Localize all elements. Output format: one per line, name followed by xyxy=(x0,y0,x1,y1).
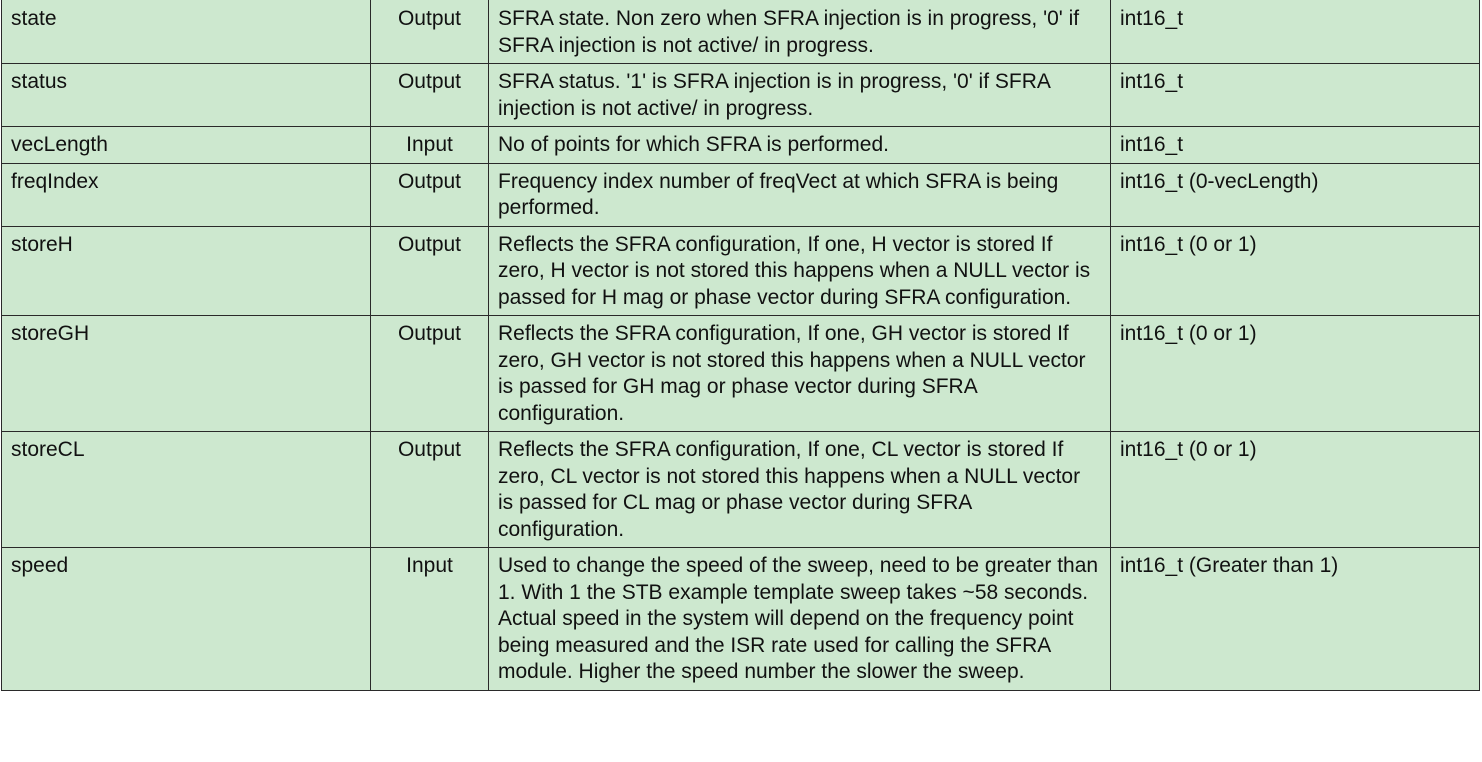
table-row xyxy=(2,316,1480,432)
param-direction-cell: Input xyxy=(371,127,489,164)
param-description-cell: Reflects the SFRA configuration, If one, H vector is stored If zero, H vector is not stored this happens when a NULL vector is passed for H mag or phase vector during SFRA configuration. xyxy=(489,226,1111,316)
param-type-cell: int16_t (0 or 1) xyxy=(1111,226,1480,316)
table-row xyxy=(2,432,1480,548)
param-name-cell: speed xyxy=(2,548,371,691)
param-description-cell: Frequency index number of freqVect at which SFRA is being performed. xyxy=(489,163,1111,226)
param-direction-cell: Output xyxy=(371,0,489,64)
param-type-cell: int16_t xyxy=(1111,0,1480,64)
param-name-cell: vecLength xyxy=(2,127,371,164)
param-type-cell: int16_t (0 or 1) xyxy=(1111,432,1480,548)
table-row xyxy=(2,163,1480,226)
param-type-cell: int16_t (Greater than 1) xyxy=(1111,548,1480,691)
param-name-cell: storeCL xyxy=(2,432,371,548)
param-description-cell: SFRA status. '1' is SFRA injection is in progress, '0' if SFRA injection is not active/ in progress. xyxy=(489,64,1111,127)
param-description-cell: No of points for which SFRA is performed. xyxy=(489,127,1111,164)
param-name-cell: storeH xyxy=(2,226,371,316)
param-direction-cell: Output xyxy=(371,226,489,316)
param-name-cell: freqIndex xyxy=(2,163,371,226)
param-description-cell: Reflects the SFRA configuration, If one, GH vector is stored If zero, GH vector is not stored this happens when a NULL vector is passed for GH mag or phase vector during SFRA configuration. xyxy=(489,316,1111,432)
param-description-cell: Used to change the speed of the sweep, need to be greater than 1. With 1 the STB example template sweep takes ~58 seconds. Actual speed in the system will depend on the frequency point being measured and the ISR rate used for calling the SFRA module. Higher the speed number the slower the sweep. xyxy=(489,548,1111,691)
param-name-cell: storeGH xyxy=(2,316,371,432)
param-direction-cell: Output xyxy=(371,432,489,548)
param-type-cell: int16_t xyxy=(1111,127,1480,164)
table-row xyxy=(2,226,1480,316)
param-type-cell: int16_t (0 or 1) xyxy=(1111,316,1480,432)
param-description-cell: Reflects the SFRA configuration, If one, CL vector is stored If zero, CL vector is not stored this happens when a NULL vector is passed for CL mag or phase vector during SFRA configuration. xyxy=(489,432,1111,548)
param-direction-cell: Output xyxy=(371,163,489,226)
param-description-cell: SFRA state. Non zero when SFRA injection is in progress, '0' if SFRA injection is not active/ in progress. xyxy=(489,0,1111,64)
table-row xyxy=(2,64,1480,127)
param-type-cell: int16_t (0-vecLength) xyxy=(1111,163,1480,226)
param-direction-cell: Output xyxy=(371,64,489,127)
param-direction-cell: Output xyxy=(371,316,489,432)
param-type-cell: int16_t xyxy=(1111,64,1480,127)
table-row xyxy=(2,0,1480,64)
parameter-table xyxy=(1,0,1480,691)
param-name-cell: state xyxy=(2,0,371,64)
param-direction-cell: Input xyxy=(371,548,489,691)
table-row xyxy=(2,127,1480,164)
table-row xyxy=(2,548,1480,691)
param-name-cell: status xyxy=(2,64,371,127)
